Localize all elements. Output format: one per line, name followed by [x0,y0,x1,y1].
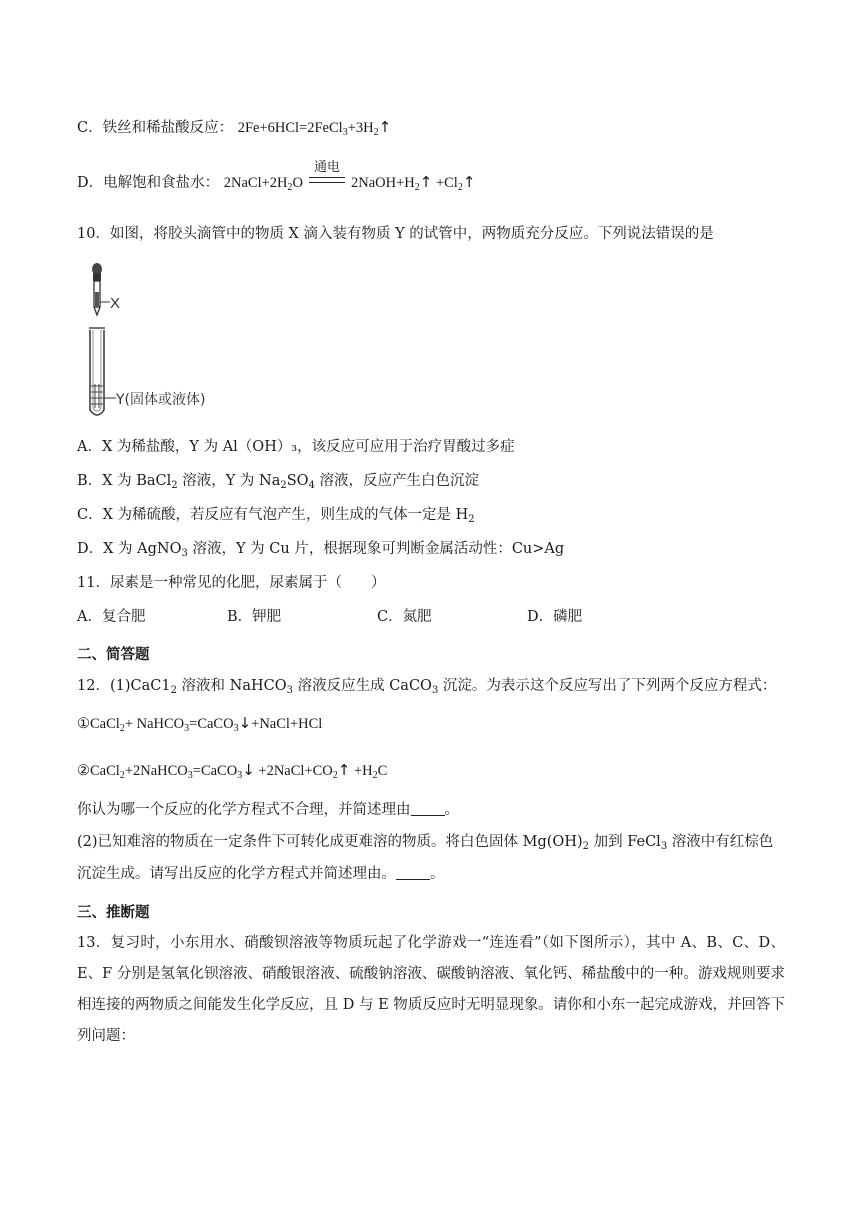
q12-part2-line1: (2)已知难溶的物质在一定条件下可转化成更难溶的物质。将白色固体 $Mg(OH)_2$ 加到 FeCl$_3$ 溶液中有红棕色 [77,834,774,852]
q10-option-a: A．X 为稀盐酸，Y 为 Al（OH）₃，该反应可应用于治疗胃酸过多症 [77,439,515,455]
section-heading-3: 三、推断题 [77,905,150,921]
dropper-test-tube-figure [82,258,252,423]
q12-part1: 12．$(1)CaC1_2$ 溶液和 NaHCO$_3$ 溶液反应生成 CaCO$_3$ 沉淀。为表示这个反应写出了下列两个反应方程式： [77,678,777,696]
answer-blank[interactable] [411,801,445,816]
q9-option-d: D．电解饱和食盐水： $2NaCl+2H_2O$ 通电 $2NaOH+H_2↑$ $+Cl_2↑$ [77,160,476,193]
reaction-condition: 通电 [307,173,347,193]
q10-option-c: C．X 为稀硫酸，若反应有气泡产生，则生成的气体一定是 $H_2$ [77,507,475,525]
fig-label-x: X [110,295,121,312]
up-arrow-icon: ↑ [419,173,433,191]
q11-stem: 11．尿素是一种常见的化肥，尿素属于（ ） [77,575,386,591]
q12-question: 你认为哪一个反应的化学方程式不合理，并简述理由 。 [77,802,459,818]
up-arrow-icon: ↑ [378,118,392,136]
down-arrow-icon: ↓ [242,761,255,779]
down-arrow-icon: ↓ [238,714,252,732]
q12-part2-line2: 沉淀生成。请写出反应的化学方程式并简述理由。 。 [77,866,445,882]
q10-stem: 10．如图，将胶头滴管中的物质 X 滴入装有物质 Y 的试管中，两物质充分反应。下列说法错误的是 [77,226,714,242]
q13-text: 13．复习时，小东用水、硝酸钡溶液等物质玩起了化学游戏一“连连看”（如下图所示），其中 A、B、C、D、E、F 分别是氢氧化钡溶液、硝酸银溶液、硫酸钠溶液、碳酸钠溶液、氧化钙、稀盐酸中的一种。游戏规则要求相连接的两物质之间能发生化学反应，且 D 与 E 物质反应时无明显现象。请你和小东一起完成游戏，并回答下列问题： [77,935,785,1044]
q12-equation-1: ①CaCl$_2$+ NaHCO$_3$=CaCO$_3$↓+NaCl+HCl [77,714,323,734]
q11-option-c: C．氮肥 [377,609,432,625]
q10-option-b: B．X 为 BaCl$_2$ 溶液，Y 为 $Na_2SO_4$ 溶液，反应产生白色沉淀 [77,473,480,491]
section-heading-2: 二、简答题 [77,647,150,663]
q11-options [77,607,582,627]
q12-equation-2: ②CaCl$_2$+2NaHCO$_3$=CaCO$_3$↓ $+2NaCl+CO_2↑ +H_2C$ [77,761,388,781]
q9-option-c: C．铁丝和稀盐酸反应： $2Fe+6HCl=2FeCl_3+3H_2↑$ [77,118,392,138]
up-arrow-icon: ↑ [462,173,476,191]
up-arrow-icon: ↑ [337,761,351,779]
fig-label-y: Y(固体或液体) [116,392,206,408]
answer-blank[interactable] [396,865,430,880]
q11-option-a: A．复合肥 [77,609,146,625]
q10-option-d: D．X 为 AgNO$_3$ 溶液，Y 为 Cu 片，根据现象可判断金属活动性：Cu>Ag [77,541,565,559]
q11-option-b: B．钾肥 [227,609,282,625]
q11-option-d: D．磷肥 [527,609,583,625]
